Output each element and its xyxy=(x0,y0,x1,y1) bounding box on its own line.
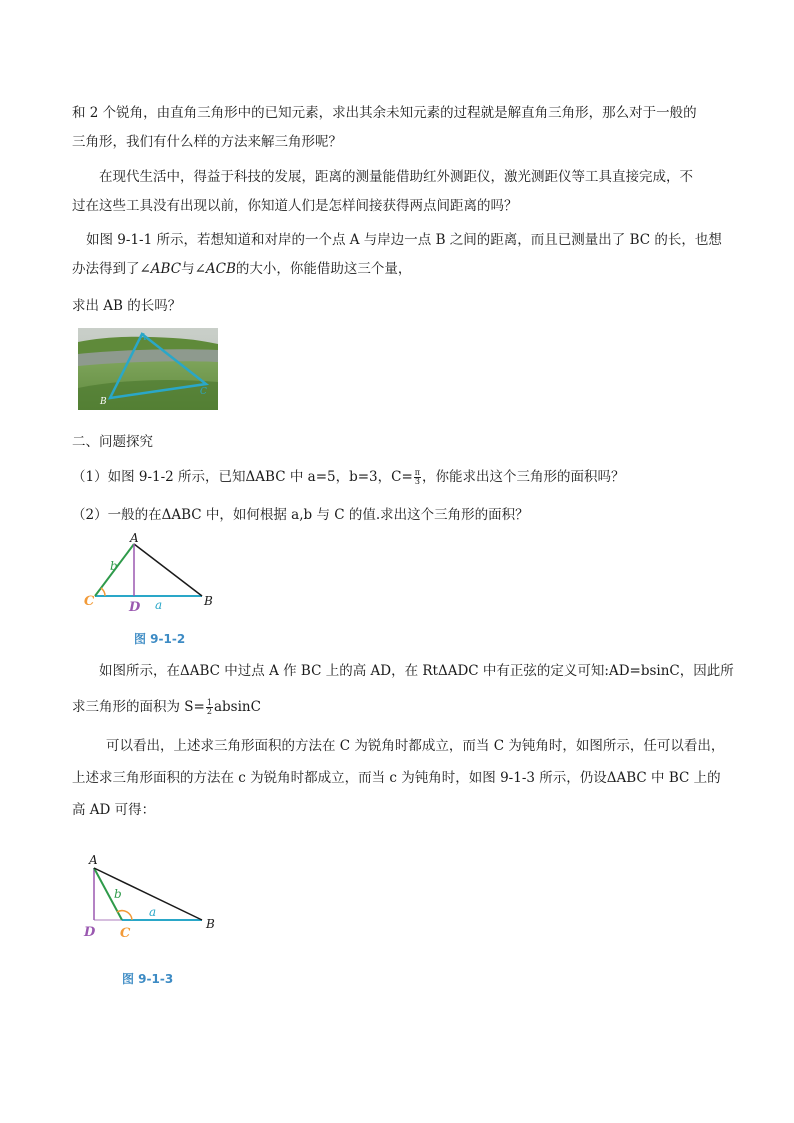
figure-9-1-2 xyxy=(82,530,232,615)
figure-9-1-3 xyxy=(80,848,230,940)
side-c xyxy=(134,544,202,596)
para4-line2 xyxy=(72,697,722,717)
fig2-label-b: b xyxy=(110,559,118,573)
para3-line1: 如图 9-1-1 所示，若想知道和对岸的一个点 A 与岸边一点 B 之间的距离，而且已测量出了 BC 的长，也想 xyxy=(86,232,722,248)
para1-line2: 三角形，我们有什么样的方法来解三角形呢？ xyxy=(72,134,342,150)
para2-line1: 在现代生活中，得益于科技的发展，距离的测量能借助红外测距仪，激光测距仪等工具直接完成，不 xyxy=(99,169,693,185)
caption-figure-9-1-3: 图 9-1-3 xyxy=(122,972,174,986)
para3-line2-post: 的大小，你能借助这三个量， xyxy=(235,261,412,277)
question-2: （2）一般的在ΔABC 中，如何根据 a,b 与 C 的值.求出这个三角形的面积？ xyxy=(72,507,529,523)
q1-text-pre: （1）如图 9-1-2 所示，已知ΔABC 中 a=5，b=3，C= xyxy=(72,469,413,485)
caption-figure-9-1-2: 图 9-1-2 xyxy=(134,632,186,646)
fraction-numerator: π xyxy=(414,468,421,477)
fig3-label-c: C xyxy=(120,926,131,940)
fig2-label-a-vertex: A xyxy=(130,531,139,545)
para5-line1: 可以看出，上述求三角形面积的方法在 C 为锐角时都成立，而当 C 为钝角时，如图所示，任可以看出， xyxy=(106,738,725,754)
pi-over-3-fraction xyxy=(414,469,421,486)
photo-label-c: C xyxy=(200,387,207,397)
side-c xyxy=(94,868,202,920)
para5-line3: 高 AD 可得： xyxy=(72,802,156,818)
river-photo-figure-9-1-1 xyxy=(78,328,218,410)
fig2-label-a-side: a xyxy=(155,598,163,612)
half-denominator: 2 xyxy=(206,707,212,716)
para3-line3: 求出 AB 的长吗？ xyxy=(72,298,182,314)
q1-text-post: ，你能求出这个三角形的面积吗？ xyxy=(422,469,625,485)
fig2-label-b-vertex: B xyxy=(204,594,213,608)
photo-label-a: A xyxy=(140,333,147,343)
photo-label-b: B xyxy=(100,397,107,407)
fig3-label-d: D xyxy=(84,925,96,940)
fig2-label-c: C xyxy=(84,594,95,609)
para4-text-pre: 求三角形的面积为 S= xyxy=(72,699,205,715)
angle-abc: ∠ABC xyxy=(139,261,182,277)
angle-c-arc xyxy=(101,588,105,596)
angle-acb: ∠ACB xyxy=(194,261,236,277)
fig3-label-a-side: a xyxy=(149,905,157,919)
para4-line1: 如图所示，在ΔABC 中过点 A 作 BC 上的高 AD，在 RtΔADC 中有正弦的定义可知:AD=bsinC，因此所 xyxy=(99,663,734,679)
fig3-label-b: b xyxy=(114,887,122,901)
para3-and: 与 xyxy=(181,261,195,277)
para4-text-post: absinC xyxy=(213,699,261,715)
para2-line2: 过在这些工具没有出现以前，你知道人们是怎样间接获得两点间距离的吗？ xyxy=(72,198,518,214)
para3-line2-pre: 办法得到了 xyxy=(72,261,140,277)
fig3-label-a-vertex: A xyxy=(89,853,98,867)
half-fraction xyxy=(206,699,213,716)
fig3-label-b-vertex: B xyxy=(206,917,215,931)
para1-line1: 和 2 个锐角，由直角三角形中的已知元素，求出其余未知元素的过程就是解直角三角形，那么对于一般的 xyxy=(72,105,697,121)
section-title: 二、问题探究 xyxy=(72,434,153,450)
para3-line2 xyxy=(72,259,722,279)
river-photo-image xyxy=(78,328,218,410)
fraction-denominator: 3 xyxy=(414,477,420,486)
fig2-label-d: D xyxy=(129,600,141,615)
half-numerator: 1 xyxy=(206,698,212,707)
para5-line2: 上述求三角形面积的方法在 c 为锐角时都成立，而当 c 为钝角时，如图 9-1-3 所示，仍设ΔABC 中 BC 上的 xyxy=(72,770,721,786)
question-1 xyxy=(72,467,722,487)
